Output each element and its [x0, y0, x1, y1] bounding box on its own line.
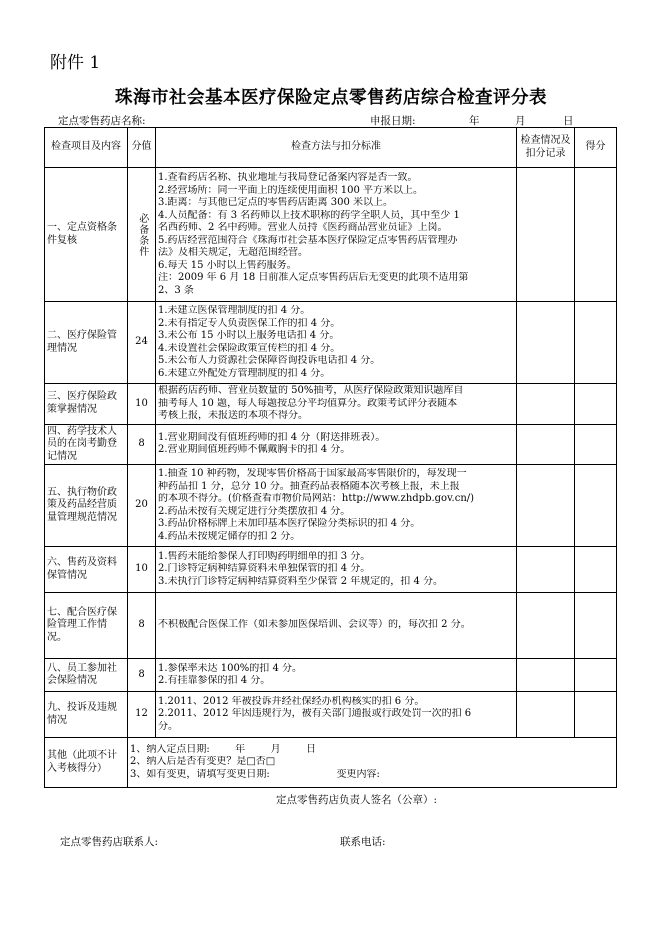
row-method — [156, 302, 517, 384]
method-line: 6.每天 15 小时以上售药服务。 — [158, 259, 297, 271]
row-item: 四、药学技术人员的在岗考勤登记情况 — [45, 424, 128, 465]
page-title: 珠海市社会基本医疗保险定点零售药店综合检查评分表 — [115, 88, 547, 108]
row-method — [156, 692, 517, 738]
header-row — [45, 128, 617, 168]
method-line: 根据药店药师、营业员数量的 50%抽考，从医疗保险政策知识题库自 — [158, 385, 464, 396]
row-record-cell[interactable] — [517, 384, 575, 425]
header-score: 分值 — [128, 128, 156, 168]
table-row — [45, 547, 617, 593]
method-line: 2.营业期间值班药师不佩戴胸卡的扣 4 分。 — [158, 444, 351, 456]
row-item: 九、投诉及违规情况 — [45, 692, 128, 738]
store-name-label: 定点零售药店名称: — [58, 115, 146, 127]
row-record-cell[interactable] — [517, 424, 575, 465]
header-got: 得分 — [575, 128, 617, 168]
row-got-cell[interactable] — [575, 168, 617, 302]
row-score — [128, 168, 156, 302]
row-score: 8 — [128, 424, 156, 465]
row-got-cell[interactable] — [575, 659, 617, 692]
score-table — [44, 127, 617, 788]
day-label: 日 — [563, 115, 574, 127]
row-item: 二、医疗保险管理情况 — [45, 302, 128, 384]
method-line: 不积极配合医保工作（如未参加医保培训、会议等）的，每次扣 2 分。 — [158, 619, 471, 631]
row-item: 八、员工参加社会保险情况 — [45, 659, 128, 692]
other-label: 其他（此项不计入考核得分） — [45, 738, 128, 788]
year-label: 年 — [469, 115, 480, 127]
apply-date-label: 申报日期: — [370, 115, 416, 127]
method-line: 1.查看药店名称、执业地址与我局登记备案内容是否一致。 — [158, 172, 418, 183]
row-score: 20 — [128, 465, 156, 547]
method-line: 注：2009 年 6 月 18 日前准入定点零售药店后无变更的此项不适用第 — [158, 272, 469, 283]
method-line: 5.未公布人力资源社会保障咨询投诉电话扣 4 分。 — [158, 355, 381, 366]
other-row — [45, 738, 617, 788]
method-line: 3.距离：与其他已定点的零售药店距离 300 米以上。 — [158, 197, 393, 208]
method-line: 2.经营场所：同一平面上的连续使用面积 100 平方米以上。 — [158, 184, 423, 196]
row-method — [156, 465, 517, 547]
method-line: 4.人员配备：有 3 名药师以上技术职称的药学全职人员，其中至少 1 — [158, 209, 460, 221]
method-line: 1.抽查 10 种药物，发现零售价格高于国家最高零售限价的，每发现一 — [158, 468, 467, 479]
method-line: 1.2011、2012 年被投诉并经社保经办机构核实的扣 6 分。 — [158, 695, 425, 707]
contact-label: 定点零售药店联系人: — [60, 836, 159, 848]
row-method — [156, 424, 517, 465]
other-content — [128, 738, 617, 788]
method-line: 2.药品未按有关规定进行分类摆放扣 4 分。 — [158, 505, 351, 517]
phone-label: 联系电话: — [340, 836, 386, 848]
method-line: 3.未执行门诊特定病种结算资料至少保管 2 年规定的，扣 4 分。 — [158, 575, 443, 587]
method-line: 2.2011、2012 年因违规行为，被有关部门通报或行政处罚一次的扣 6 — [158, 708, 472, 720]
method-line: 2.有挂靠参保的扣 4 分。 — [158, 675, 271, 686]
method-line: 2、3 条 — [158, 284, 194, 296]
row-score: 24 — [128, 302, 156, 384]
table-row — [45, 424, 617, 465]
row-record-cell[interactable] — [517, 168, 575, 302]
row-method — [156, 384, 517, 425]
method-line: 1.售药未能给参保人打印购药明细单的扣 3 分。 — [158, 550, 371, 562]
row-item: 五、执行物价政策及药品经营质量管理规范情况 — [45, 465, 128, 547]
method-line: 分。 — [158, 720, 178, 732]
method-line: 1.营业期间没有值班药师的扣 4 分（附送排班表）。 — [158, 431, 386, 443]
row-record-cell[interactable] — [517, 659, 575, 692]
method-line: 1.未建立医保管理制度的扣 4 分。 — [158, 305, 311, 316]
table-row — [45, 465, 617, 547]
row-score: 10 — [128, 384, 156, 425]
row-score: 8 — [128, 659, 156, 692]
row-record-cell[interactable] — [517, 547, 575, 593]
row-got-cell[interactable] — [575, 692, 617, 738]
row-got-cell[interactable] — [575, 384, 617, 425]
header-record: 检查情况及扣分记录 — [517, 128, 575, 168]
method-line: 种药品扣 1 分，总分 10 分。抽查药品表格随本次考核上报，未上报 — [158, 480, 460, 492]
method-line: 抽考每人 10 题，每人每题按总分平均值算分。政策考试评分表随本 — [158, 397, 458, 409]
row-method — [156, 659, 517, 692]
row-score: 8 — [128, 593, 156, 659]
method-line: 3.未公布 15 小时以上服务电话扣 4 分。 — [158, 330, 340, 341]
month-label: 月 — [515, 115, 526, 127]
table-row — [45, 659, 617, 692]
other-line: 3、如有变更，请填写变更日期: 变更内容: — [130, 768, 380, 780]
row-method — [156, 168, 517, 302]
method-line: 6.未建立外配处方管理制度的扣 4 分。 — [158, 367, 331, 379]
method-line: 4.未设置社会保险政策宣传栏的扣 4 分。 — [158, 342, 341, 354]
row-method — [156, 547, 517, 593]
row-method — [156, 593, 517, 659]
row-score: 10 — [128, 547, 156, 593]
row-item: 三、医疗保险政策掌握情况 — [45, 384, 128, 425]
method-line: 1.参保率未达 100%的扣 4 分。 — [158, 662, 303, 674]
header-item: 检查项目及内容 — [45, 128, 128, 168]
method-line: 2.门诊特定病种结算资料未单独保管的扣 4 分。 — [158, 563, 371, 575]
row-score: 12 — [128, 692, 156, 738]
method-line: 名西药师、2 名中药师。营业人员持《医药商品营业员证》上岗。 — [158, 222, 448, 233]
table-row — [45, 384, 617, 425]
row-item: 六、售药及资料保管情况 — [45, 547, 128, 593]
row-got-cell[interactable] — [575, 424, 617, 465]
row-record-cell[interactable] — [517, 593, 575, 659]
row-record-cell[interactable] — [517, 465, 575, 547]
row-got-cell[interactable] — [575, 465, 617, 547]
other-line: 1、纳入定点日期: 年 月 日 — [130, 743, 317, 755]
table-row — [45, 593, 617, 659]
other-line: 2、纳入后是否有变更？是□否□ — [130, 756, 276, 768]
row-got-cell[interactable] — [575, 302, 617, 384]
row-got-cell[interactable] — [575, 547, 617, 593]
row-item: 七、配合医疗保险管理工作情况。 — [45, 593, 128, 659]
signature-label: 定点零售药店负责人签名（公章）: — [276, 794, 438, 806]
row-record-cell[interactable] — [517, 302, 575, 384]
method-line: 考核上报，未报送的本项不得分。 — [158, 410, 308, 421]
method-line: 2.未有指定专人负责医保工作的扣 4 分。 — [158, 317, 341, 329]
required-score-text: 必备条件 — [136, 212, 148, 257]
table-row — [45, 302, 617, 384]
row-record-cell[interactable] — [517, 692, 575, 738]
table-row — [45, 692, 617, 738]
method-line: 3.药品价格标牌上未加印基本医疗保险分类标识的扣 4 分。 — [158, 518, 421, 529]
row-item: 一、定点资格条件复核 — [45, 168, 128, 302]
method-line: 5.药店经营范围符合《珠海市社会基本医疗保险定点零售药店管理办 — [158, 234, 458, 246]
header-method: 检查方法与扣分标准 — [156, 128, 517, 168]
method-line: 法》及相关规定，无超范围经营。 — [158, 247, 308, 258]
row-got-cell[interactable] — [575, 593, 617, 659]
attachment-label: 附件 1 — [50, 53, 101, 73]
method-line: 的本项不得分。(价格查看市物价局网站：http://www.zhdpb.gov.cn/) — [158, 493, 475, 504]
method-line: 4.药品未按规定储存的扣 2 分。 — [158, 530, 301, 542]
table-row — [45, 168, 617, 302]
